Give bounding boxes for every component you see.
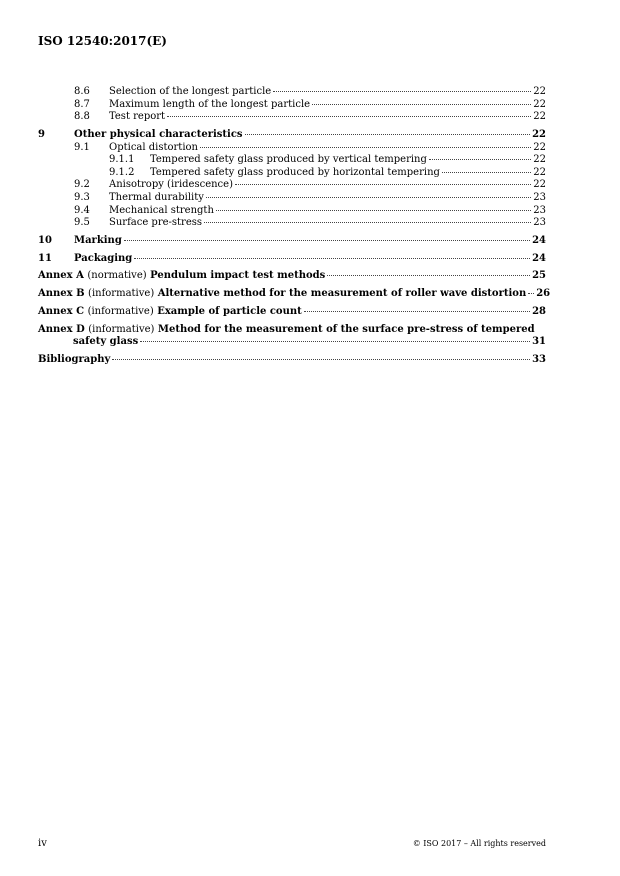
- annex-title-cont: safety glass: [73, 336, 139, 348]
- toc-number: 9.1.1: [109, 154, 135, 166]
- annex-title: Method for the measurement of the surface pre-stress of tempered: [157, 323, 535, 335]
- toc-number: 9.1.2: [109, 166, 135, 178]
- toc-title: [38, 324, 546, 337]
- toc-page: 22: [533, 111, 546, 123]
- dot-leader: [167, 116, 531, 117]
- dot-leader: [112, 359, 530, 360]
- toc-page: 22: [532, 128, 546, 140]
- toc-title: Other physical characteristics: [74, 128, 243, 140]
- annex-kind: (informative): [87, 306, 154, 318]
- toc-entry-8-8[interactable]: [38, 111, 546, 124]
- annex-title: Example of particle count: [157, 306, 302, 318]
- dot-leader: [140, 341, 530, 342]
- dot-leader: [245, 134, 531, 135]
- toc-number: 8.8: [74, 111, 90, 123]
- toc-page: 23: [533, 204, 546, 216]
- dot-leader: [528, 293, 534, 294]
- document-header: ISO 12540:2017(E): [38, 34, 167, 48]
- dot-leader: [206, 197, 531, 198]
- toc-entry-annex-c[interactable]: [38, 306, 546, 319]
- toc-entry-annex-a[interactable]: [38, 270, 546, 283]
- annex-kind: (informative): [88, 323, 155, 335]
- copyright-notice: © ISO 2017 – All rights reserved: [412, 839, 546, 848]
- annex-kind: (informative): [88, 288, 155, 300]
- toc-entry-9-1-2[interactable]: [38, 167, 546, 180]
- toc-entry-8-7[interactable]: [38, 99, 546, 112]
- toc-title: Packaging: [74, 252, 133, 264]
- toc-page: 24: [532, 234, 546, 246]
- toc-entry-bibliography[interactable]: [38, 354, 546, 367]
- dot-leader: [124, 240, 530, 241]
- toc-title: Tempered safety glass produced by horizontal tempering: [150, 166, 440, 178]
- toc-page: 31: [532, 336, 546, 348]
- dot-leader: [216, 210, 531, 211]
- toc-page: 22: [533, 166, 546, 178]
- annex-kind: (normative): [87, 270, 147, 282]
- toc-entry-annex-b[interactable]: [38, 288, 551, 301]
- annex-label: Annex C: [38, 306, 85, 318]
- dot-leader: [273, 91, 531, 92]
- toc-number: 9.3: [74, 191, 90, 203]
- annex-title: Pendulum impact test methods: [150, 270, 326, 282]
- toc-page: 23: [533, 191, 546, 203]
- toc-number: 8.7: [74, 98, 90, 110]
- toc-entry-9-1-1[interactable]: [38, 154, 546, 167]
- toc-page: 25: [532, 270, 546, 282]
- toc-entry-10[interactable]: [38, 235, 546, 248]
- dot-leader: [327, 275, 530, 276]
- toc-page: 23: [533, 217, 546, 229]
- table-of-contents: [38, 86, 551, 367]
- toc-title: Anisotropy (iridescence): [109, 179, 233, 191]
- toc-number: 9.2: [74, 179, 90, 191]
- dot-leader: [200, 147, 531, 148]
- toc-page: 22: [533, 86, 546, 97]
- toc-page: 22: [533, 179, 546, 191]
- toc-number: 9.5: [74, 217, 90, 229]
- toc-entry-9-3[interactable]: [38, 192, 546, 205]
- dot-leader: [235, 184, 531, 185]
- toc-entry-8-6[interactable]: [38, 86, 546, 99]
- toc-title: Test report: [109, 111, 166, 123]
- toc-page: 22: [533, 98, 546, 110]
- toc-page: 28: [532, 306, 546, 318]
- toc-title: Thermal durability: [109, 191, 204, 203]
- toc-number: 8.6: [74, 86, 90, 97]
- toc-title: Optical distortion: [109, 141, 198, 153]
- annex-label: Annex D: [38, 323, 85, 335]
- dot-leader: [429, 159, 531, 160]
- toc-page: 22: [533, 141, 546, 153]
- toc-entry-11[interactable]: [38, 253, 546, 266]
- toc-title: Tempered safety glass produced by vertical tempering: [150, 154, 427, 166]
- toc-title: Selection of the longest particle: [109, 86, 272, 97]
- toc-title: [38, 270, 325, 283]
- toc-title: Surface pre-stress: [109, 217, 203, 229]
- dot-leader: [312, 104, 531, 105]
- toc-entry-9-4[interactable]: [38, 205, 546, 218]
- page-number: iv: [38, 838, 47, 849]
- annex-label: Annex B: [38, 288, 85, 300]
- annex-title: Alternative method for the measurement of roller wave distortion: [157, 288, 527, 300]
- toc-page: 22: [533, 154, 546, 166]
- dot-leader: [204, 222, 531, 223]
- toc-title: Bibliography: [38, 354, 111, 366]
- toc-number: 10: [38, 234, 52, 246]
- toc-page: 33: [532, 354, 546, 366]
- toc-title: Mechanical strength: [109, 204, 214, 216]
- dot-leader: [304, 311, 530, 312]
- annex-label: Annex A: [38, 270, 84, 282]
- toc-entry-annex-d[interactable]: [38, 324, 546, 349]
- toc-entry-9[interactable]: [38, 129, 546, 142]
- toc-entry-9-2[interactable]: [38, 179, 546, 192]
- toc-title: [38, 306, 302, 319]
- toc-title: Marking: [74, 234, 122, 246]
- toc-page: 26: [536, 288, 551, 300]
- toc-entry-9-5[interactable]: [38, 217, 546, 230]
- dot-leader: [134, 258, 530, 259]
- document-footer: [38, 838, 546, 849]
- toc-title-continuation: [38, 336, 546, 349]
- toc-number: 11: [38, 252, 52, 264]
- toc-number: 9.1: [74, 141, 90, 153]
- toc-number: 9.4: [74, 204, 90, 216]
- toc-page: 24: [532, 252, 546, 264]
- toc-title: [38, 288, 526, 301]
- toc-number: 9: [38, 128, 45, 140]
- dot-leader: [442, 172, 531, 173]
- toc-title: Maximum length of the longest particle: [109, 98, 311, 110]
- toc-entry-9-1[interactable]: [38, 142, 546, 155]
